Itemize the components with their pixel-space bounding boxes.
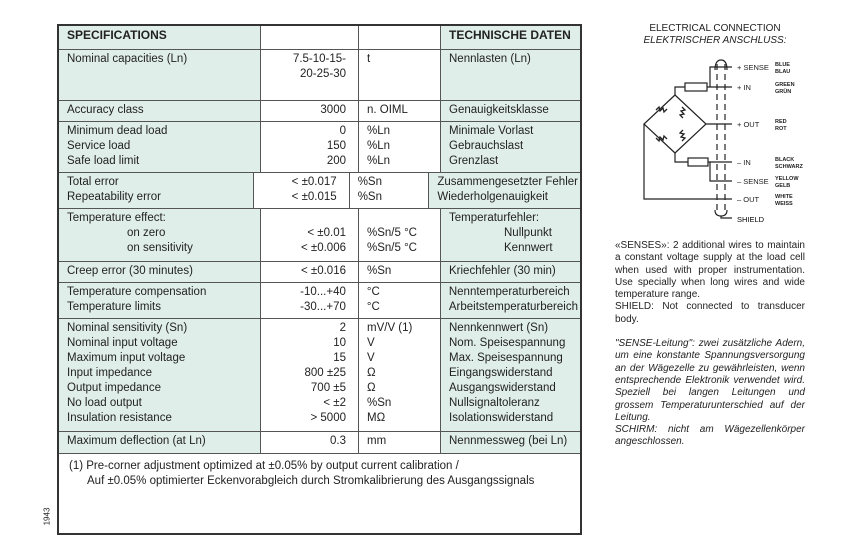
param-en: Accuracy class bbox=[67, 104, 144, 116]
note-shield-de: SCHIRM: nicht am Wägezellenkörper angeschlossen. bbox=[615, 424, 805, 448]
col-en bbox=[59, 283, 261, 318]
col-de bbox=[441, 122, 580, 172]
footnote-line: (1) Pre-corner adjustment optimized at ±0.05% by output current calibration / bbox=[69, 460, 459, 472]
param-value: > 5000 bbox=[310, 412, 346, 424]
param-unit: %Sn bbox=[357, 191, 382, 203]
col-en bbox=[59, 209, 261, 261]
param-value: < ±0.016 bbox=[300, 265, 346, 277]
wire-color-en: BLACK bbox=[775, 157, 795, 163]
col-en bbox=[59, 262, 261, 282]
spec-group bbox=[59, 173, 580, 209]
wire-label: + IN bbox=[737, 83, 751, 92]
note-senses-en: «SENSES»: 2 additional wires to maintain a constant voltage supply at the load cell when used with proper instrumentation. Use specially when long wires and wide temperature range. bbox=[615, 240, 805, 301]
param-de: Kennwert bbox=[504, 242, 553, 254]
param-value: < ±0.01 bbox=[307, 227, 346, 239]
param-unit: °C bbox=[366, 301, 380, 313]
col-en bbox=[59, 50, 261, 100]
param-value: 150 bbox=[326, 140, 346, 152]
param-value: 700 ±5 bbox=[310, 382, 346, 394]
col-value bbox=[261, 101, 359, 121]
spec-group bbox=[59, 122, 580, 173]
param-unit: Ω bbox=[367, 382, 376, 394]
col-de bbox=[441, 262, 580, 282]
param-en: No load output bbox=[67, 397, 142, 409]
col-de bbox=[429, 173, 580, 208]
wire-color-de: WEISS bbox=[775, 201, 793, 207]
param-en: Output impedance bbox=[67, 382, 161, 394]
param-value: < ±0.017 bbox=[291, 176, 337, 188]
col-value bbox=[261, 432, 359, 453]
param-value-cont: 20-25-30 bbox=[299, 68, 346, 80]
specifications-table bbox=[57, 24, 582, 535]
col-unit bbox=[359, 319, 441, 431]
param-en: Nominal sensitivity (Sn) bbox=[67, 322, 188, 334]
param-value: 800 ±25 bbox=[304, 367, 346, 379]
param-de: Eingangswiderstand bbox=[449, 367, 553, 379]
wire-color-en: YELLOW bbox=[775, 176, 799, 182]
param-value: 200 bbox=[326, 155, 346, 167]
param-unit: %Sn/5 °C bbox=[367, 242, 417, 254]
wire-color-en: WHITE bbox=[775, 194, 793, 200]
title-en: ELECTRICAL CONNECTION bbox=[649, 23, 781, 34]
param-de: Genauigkeitsklasse bbox=[449, 104, 549, 116]
note-shield-en: SHIELD: Not connected to transducer body. bbox=[615, 301, 805, 325]
bridge bbox=[644, 95, 706, 153]
col-de bbox=[441, 101, 580, 121]
param-value: 0 bbox=[339, 125, 346, 137]
param-de: Nenntemperaturbereich bbox=[448, 286, 570, 298]
col-value bbox=[261, 122, 359, 172]
col-unit bbox=[359, 50, 441, 100]
col-de bbox=[441, 319, 580, 431]
col-de bbox=[441, 209, 580, 261]
param-unit: %Sn bbox=[367, 265, 392, 277]
param-de: Nennlasten (Ln) bbox=[449, 53, 531, 65]
footnote-line: Auf ±0.05% optimierter Eckenvorabgleich durch Stromkalibrierung des Ausgangssignals bbox=[87, 475, 535, 487]
col-value bbox=[261, 50, 359, 100]
param-en: Total error bbox=[67, 176, 119, 188]
col-en bbox=[59, 173, 254, 208]
param-de: Grenzlast bbox=[449, 155, 499, 167]
col-en bbox=[59, 122, 261, 172]
param-value: < ±2 bbox=[323, 397, 346, 409]
footnote bbox=[59, 454, 580, 533]
param-value: < ±0.015 bbox=[291, 191, 337, 203]
param-en: Temperature compensation bbox=[67, 286, 207, 298]
header-blank bbox=[359, 26, 441, 49]
param-de: Nullpunkt bbox=[504, 227, 552, 239]
param-value: 15 bbox=[333, 352, 346, 364]
shield-label: SHIELD bbox=[737, 215, 765, 224]
param-unit: t bbox=[367, 53, 371, 65]
param-de: Ausgangswiderstand bbox=[449, 382, 556, 394]
param-unit: mV/V (1) bbox=[367, 322, 413, 334]
col-unit bbox=[359, 283, 441, 318]
param-en: on zero bbox=[127, 227, 166, 239]
col-de bbox=[441, 50, 580, 100]
param-en: Nominal input voltage bbox=[67, 337, 178, 349]
param-de: Isolationswiderstand bbox=[449, 412, 554, 424]
resistor bbox=[685, 83, 707, 91]
param-de: Kriechfehler (30 min) bbox=[449, 265, 556, 277]
param-de: Max. Speisespannung bbox=[449, 352, 563, 364]
param-value: 10 bbox=[333, 337, 346, 349]
param-unit: %Sn bbox=[357, 176, 382, 188]
wire-label: + OUT bbox=[737, 120, 760, 129]
param-en: Minimum dead load bbox=[67, 125, 168, 137]
wire-label: – IN bbox=[737, 158, 751, 167]
wire-color-en: RED bbox=[775, 119, 787, 125]
col-value bbox=[261, 283, 359, 318]
spec-group bbox=[59, 101, 580, 122]
param-value bbox=[269, 211, 346, 226]
param-en: Maximum deflection (at Ln) bbox=[67, 435, 206, 447]
param-en: Safe load limit bbox=[67, 155, 140, 167]
param-unit bbox=[367, 211, 432, 226]
param-de: Nennmessweg (bei Ln) bbox=[449, 435, 568, 447]
param-value: -10...+40 bbox=[300, 286, 346, 298]
param-unit: %Sn bbox=[367, 397, 392, 409]
param-de: Nennkennwert (Sn) bbox=[449, 322, 549, 334]
param-unit: %Sn/5 °C bbox=[367, 227, 417, 239]
param-de: Minimale Vorlast bbox=[449, 125, 534, 137]
param-en: Nominal capacities (Ln) bbox=[67, 53, 188, 65]
col-de bbox=[441, 283, 580, 318]
param-value: 3000 bbox=[320, 104, 346, 116]
col-de bbox=[441, 432, 580, 453]
wiring-notes bbox=[615, 240, 805, 449]
spec-group bbox=[59, 209, 580, 262]
col-en bbox=[59, 101, 261, 121]
wire-label: – OUT bbox=[737, 195, 760, 204]
param-de: Zusammengesetzter Fehler bbox=[437, 176, 578, 188]
col-unit bbox=[359, 122, 441, 172]
param-unit: °C bbox=[366, 286, 380, 298]
wiring-diagram bbox=[620, 50, 810, 230]
param-en: Repeatability error bbox=[67, 191, 161, 203]
param-de: Wiederholgenauigkeit bbox=[437, 191, 548, 203]
param-unit: Ω bbox=[367, 367, 376, 379]
document-code: 1943 bbox=[42, 507, 52, 526]
col-unit bbox=[359, 209, 441, 261]
param-en: Temperature limits bbox=[67, 301, 161, 313]
param-en: Creep error (30 minutes) bbox=[67, 265, 193, 277]
wire-color-de: ROT bbox=[775, 126, 787, 132]
shield-end bbox=[715, 210, 727, 216]
electrical-connection-title bbox=[622, 23, 808, 47]
param-unit: V bbox=[367, 352, 375, 364]
col-en bbox=[59, 319, 261, 431]
wire-color-de: GRÜN bbox=[775, 89, 792, 95]
spec-group bbox=[59, 283, 580, 319]
spec-group bbox=[59, 50, 580, 101]
col-unit bbox=[350, 173, 430, 208]
param-value: 2 bbox=[339, 322, 346, 334]
param-unit: V bbox=[367, 337, 375, 349]
wire-label: + SENSE bbox=[737, 63, 769, 72]
param-de: Arbeitstemperaturbereich bbox=[448, 301, 578, 313]
col-unit bbox=[359, 101, 441, 121]
param-value: 7.5-10-15- bbox=[292, 53, 346, 65]
note-senses-de: "SENSE-Leitung": zwei zusätzliche Adern, um eine konstante Spannungsversorgung an der Wägezelle zu gewährleisten, wenn entsprechende Elektronik verwendet wird. Speziell bei langen Leitungen und grossem Temperaturunterschied auf der Leitung. bbox=[615, 338, 805, 423]
param-en: Insulation resistance bbox=[67, 412, 172, 424]
wire-label: – SENSE bbox=[737, 177, 769, 186]
wire-color-de: BLAU bbox=[775, 69, 791, 75]
col-value bbox=[261, 209, 359, 261]
param-de: Gebrauchslast bbox=[449, 140, 524, 152]
param-unit: MΩ bbox=[367, 412, 386, 424]
param-en: Service load bbox=[67, 140, 131, 152]
title-de: ELEKTRISCHER ANSCHLUSS: bbox=[643, 35, 787, 46]
param-de: Nullsignaltoleranz bbox=[449, 397, 540, 409]
param-value: -30...+70 bbox=[300, 301, 346, 313]
header-de: TECHNISCHE DATEN bbox=[441, 26, 580, 49]
param-en: Temperature effect: bbox=[67, 212, 166, 224]
param-en: Input impedance bbox=[67, 367, 153, 379]
param-unit: mm bbox=[367, 435, 387, 447]
col-value bbox=[254, 173, 349, 208]
param-unit: %Ln bbox=[367, 125, 391, 137]
param-value: 0.3 bbox=[330, 435, 346, 447]
wire-color-en: BLUE bbox=[775, 62, 790, 68]
spec-group bbox=[59, 432, 580, 454]
spec-group bbox=[59, 262, 580, 283]
table-header bbox=[59, 26, 580, 50]
col-value bbox=[261, 319, 359, 431]
col-unit bbox=[359, 262, 441, 282]
param-value: < ±0.006 bbox=[300, 242, 346, 254]
spec-group bbox=[59, 319, 580, 432]
col-unit bbox=[359, 432, 441, 453]
wire-color-en: GREEN bbox=[775, 82, 795, 88]
wire-color-de: SCHWARZ bbox=[775, 164, 803, 170]
param-en: Maximum input voltage bbox=[67, 352, 186, 364]
col-value bbox=[261, 262, 359, 282]
header-en: SPECIFICATIONS bbox=[59, 26, 261, 49]
resistor bbox=[688, 158, 708, 166]
param-unit: %Ln bbox=[367, 140, 391, 152]
param-de: Temperaturfehler: bbox=[449, 212, 540, 224]
header-blank bbox=[261, 26, 359, 49]
wire-color-de: GELB bbox=[775, 183, 791, 189]
param-unit: n. OIML bbox=[367, 104, 408, 116]
param-de: Nom. Speisespannung bbox=[449, 337, 566, 349]
param-en: on sensitivity bbox=[127, 242, 193, 254]
param-unit: %Ln bbox=[367, 155, 391, 167]
col-en bbox=[59, 432, 261, 453]
